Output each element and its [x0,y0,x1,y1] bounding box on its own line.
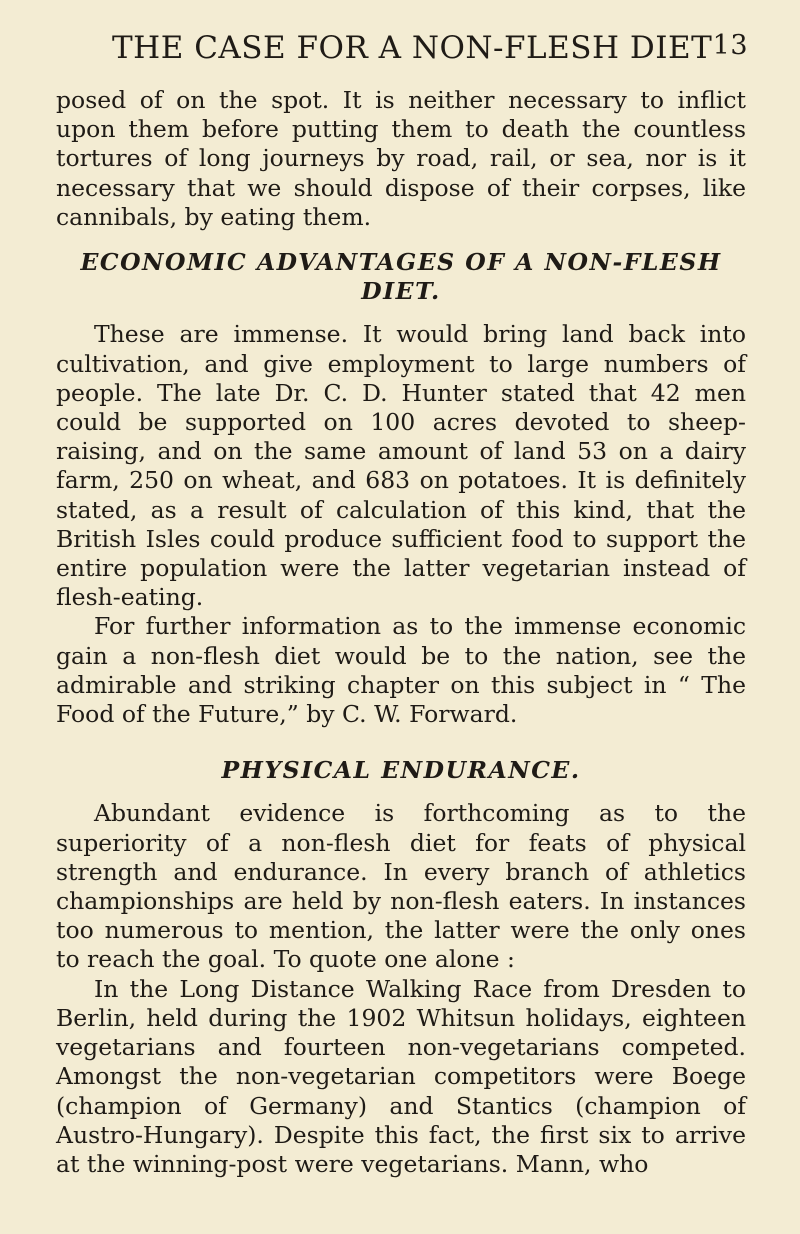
section-heading-physical: PHYSICAL ENDURANCE. [221,756,581,785]
running-head [56,30,746,74]
paragraph-continuation: posed of on the spot. It is neither necessary to inflict upon them before putting them to death the countless tortures of long journeys by road, rail, or sea, nor is it necessary that we should dispose of their corpses, like cannibals, by eating them. [56,86,746,231]
book-page [56,30,746,1179]
section-heading-economic: ECONOMIC ADVANTAGES OF A NON-FLESH DIET. [80,248,722,306]
paragraph-physical-endurance: Abundant evidence is forthcoming as to the superiority of a non-flesh diet for feats of physical strength and endurance. In every branch of athletics championships are held by non-flesh eaters. In instances too numerous to mention, the latter were the only ones to reach the goal. To quote one alone : [56,799,746,974]
paragraph-economic-advantages: These are immense. It would bring land back into cultivation, and give employment to large numbers of people. The late Dr. C. D. Hunter stated that 42 men could be supported on 100 acres devoted to sheep-raising, and on the same amount of land 53 on a dairy farm, 250 on wheat, and 683 on potatoes. It is definitely stated, as a result of calculation of this kind, that the British Isles could produce sufficient food to support the entire population were the latter vegetarian instead of flesh-eating. [56,320,746,612]
page-number: 13 [712,30,748,61]
paragraph-walking-race: In the Long Distance Walking Race from Dresden to Berlin, held during the 1902 Whitsun holidays, eighteen vegetarians and fourteen non-vegetarians competed. Amongst the non-vegetarian competitors were Boege (champion of Germany) and Stantics (champion of Austro-Hungary). Despite this fact, the first six to arrive at the winning-post were vegetarians. Mann, who [56,974,746,1178]
running-head-title: THE CASE FOR A NON-FLESH DIET [112,30,713,66]
paragraph-further-information: For further information as to the immense economic gain a non-flesh diet would be to the nation, see the admirable and striking chapter on this subject in “ The Food of the Future,” by C. W. Forward. [56,612,746,729]
